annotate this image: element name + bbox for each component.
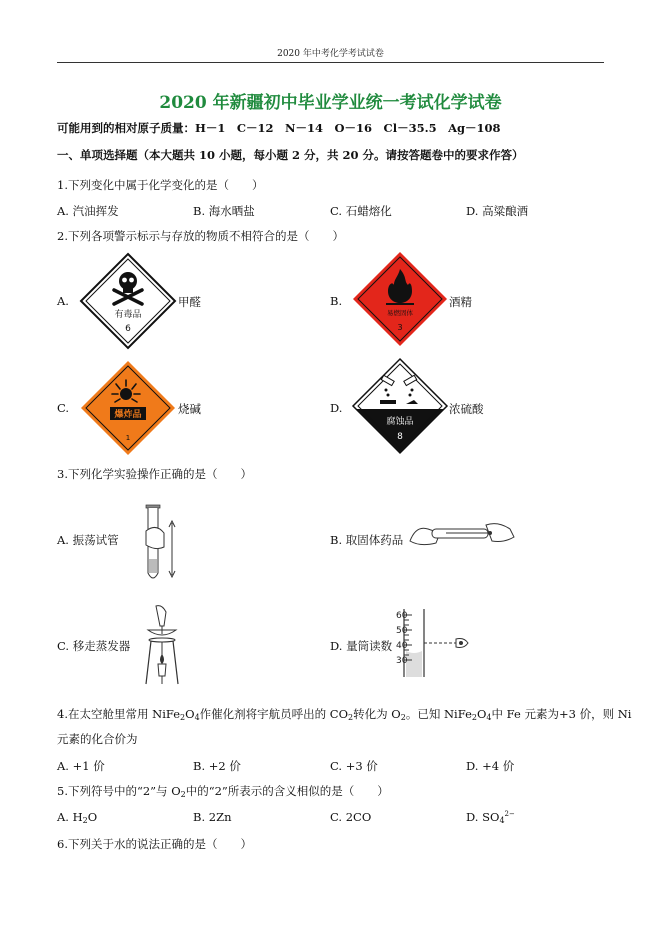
flammable-sign-icon bbox=[352, 251, 448, 347]
q4-option-d: D. +4 价 bbox=[466, 759, 515, 773]
q2-option-b-letter: B. bbox=[330, 294, 343, 308]
corrosive-sign-number: 8 bbox=[397, 432, 403, 442]
q5-option-c: C. 2CO bbox=[330, 810, 372, 824]
toxic-sign-number: 6 bbox=[125, 324, 131, 334]
q1-option-b: B. 海水晒盐 bbox=[193, 204, 255, 218]
q4-stem-line2: 元素的化合价为 bbox=[57, 732, 138, 746]
take-solid-reagent-icon bbox=[406, 515, 518, 549]
q3-option-d: D. 量筒读数 bbox=[330, 639, 393, 653]
flammable-sign-number: 3 bbox=[397, 323, 403, 332]
q2-option-c-letter: C. bbox=[57, 401, 70, 415]
explosive-sign-number: 1 bbox=[125, 434, 131, 442]
q1-option-a: A. 汽油挥发 bbox=[57, 204, 119, 218]
q1-stem: 1.下列变化中属于化学变化的是（ ） bbox=[57, 178, 264, 192]
q3-stem: 3.下列化学实验操作正确的是（ ） bbox=[57, 467, 252, 481]
q2-option-d-letter: D. bbox=[330, 401, 343, 415]
toxic-sign-icon bbox=[80, 253, 176, 349]
q2-option-c-label: 烧碱 bbox=[178, 402, 201, 416]
move-evaporating-dish-icon bbox=[142, 604, 182, 688]
q3-option-b: B. 取固体药品 bbox=[330, 533, 404, 547]
page-header: 2020 年中考化学考试试卷 bbox=[277, 49, 384, 59]
atomic-masses: 可能用到的相对原子质量：H－1 C－12 N－14 O－16 Cl－35.5 Ag－108 bbox=[57, 121, 501, 135]
q4-option-b: B. +2 价 bbox=[193, 759, 241, 773]
q3-option-c: C. 移走蒸发器 bbox=[57, 639, 131, 653]
explosive-sign-icon bbox=[80, 360, 176, 456]
explosive-sign-text: 爆炸品 bbox=[114, 410, 142, 420]
q2-option-d-label: 浓硫酸 bbox=[449, 402, 484, 416]
q1-option-c: C. 石蜡熔化 bbox=[330, 204, 392, 218]
cylinder-tick-40: 40 bbox=[396, 641, 408, 651]
cylinder-tick-60: 60 bbox=[396, 611, 408, 621]
shake-test-tube-icon bbox=[138, 503, 182, 585]
q1-option-d: D. 高粱酿酒 bbox=[466, 204, 529, 218]
corrosive-sign-icon bbox=[352, 358, 448, 454]
q2-option-b-label: 酒精 bbox=[449, 295, 472, 309]
q5-option-a: A. $H_2O$ bbox=[57, 810, 98, 825]
graduated-cylinder-icon bbox=[398, 607, 470, 679]
q4-option-a: A. +1 价 bbox=[57, 759, 105, 773]
cylinder-tick-30: 30 bbox=[396, 656, 408, 666]
q6-stem: 6.下列关于水的说法正确的是（ ） bbox=[57, 837, 252, 851]
q5-option-d: D. $SO_4^{2-}$ bbox=[466, 810, 515, 825]
corrosive-sign-text: 腐蚀品 bbox=[386, 417, 414, 427]
q4-option-c: C. +3 价 bbox=[330, 759, 378, 773]
q2-stem: 2.下列各项警示标示与存放的物质不相符合的是（ ） bbox=[57, 229, 344, 243]
q5-option-b: B. 2Zn bbox=[193, 810, 232, 824]
section-1-heading: 一、单项选择题（本大题共 10 小题，每小题 2 分，共 20 分。请按答题卷中的要求作答） bbox=[57, 148, 524, 162]
toxic-sign-text: 有毒品 bbox=[114, 310, 142, 320]
header-rule bbox=[57, 62, 604, 63]
q4-stem-line1: 4.在太空舱里常用 $NiFe_2O_4$作催化剂将宇航员呼出的 $CO_2$转化为 $O_2$。已知 $NiFe_2O_4$中 Fe 元素为+3 价，则 Ni bbox=[57, 707, 632, 722]
q3-option-a: A. 振荡试管 bbox=[57, 533, 119, 547]
exam-title: 2020 年新疆初中毕业学业统一考试化学试卷 bbox=[159, 93, 502, 113]
cylinder-tick-50: 50 bbox=[396, 626, 408, 636]
flammable-sign-text: 易燃固体 bbox=[387, 309, 413, 317]
q2-option-a-label: 甲醛 bbox=[178, 295, 201, 309]
q5-stem: 5.下列符号中的“2”与 $O_2$中的“2”所表示的含义相似的是（ ） bbox=[57, 784, 389, 799]
q2-option-a-letter: A. bbox=[57, 294, 69, 308]
